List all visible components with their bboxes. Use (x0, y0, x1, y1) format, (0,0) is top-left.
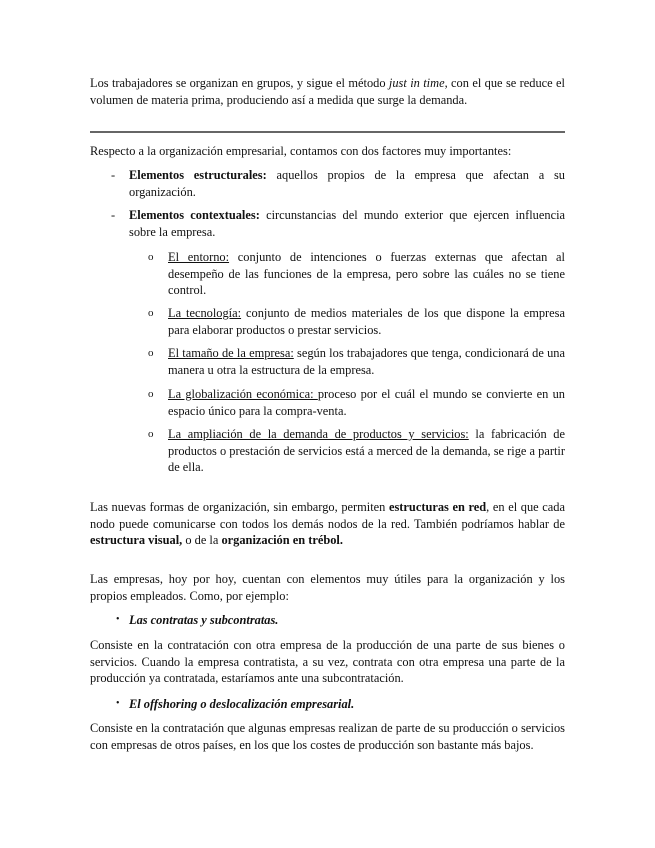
tool-body-contratas: Consiste en la contratación con otra empresa de la producción de una parte de sus bienes o servicios. Cuando la empresa contratista, a su vez, contrata con otra empresa una parte de la producción ya contratada, estaríamos ante una subcontratación. (90, 638, 565, 685)
intro-text-start: Los trabajadores se organizan en grupos, y sigue el método (90, 76, 389, 90)
subitem-term: El tamaño de la empresa: (168, 346, 294, 360)
bold-term: estructura visual, (90, 533, 183, 547)
subitem-text: según los trabajadores que tenga, condicionará de una manera u otra la estructura de la empresa. (168, 346, 565, 377)
subitem-term: El entorno: (168, 250, 230, 264)
bold-term: estructuras en red (388, 500, 487, 514)
subitem-text: conjunto de medios materiales de los que dispone la empresa para elaborar productos o prestar servicios. (168, 306, 565, 337)
just-in-time-term: just in time (388, 76, 445, 90)
subitem-term: La ampliación de la demanda de productos y servicios: (168, 427, 469, 441)
bullet-marker: • (116, 614, 120, 625)
section-divider (90, 131, 565, 133)
dash-marker: - (111, 168, 116, 182)
bullet-marker: • (116, 698, 120, 709)
subitem-text: conjunto de intenciones o fuerzas externas que afectan al desempeño de las funciones de la empresa, pero sobre las cuáles no se tiene control. (168, 250, 566, 297)
tool-heading-contratas (129, 612, 565, 629)
dash-marker: - (111, 208, 116, 222)
new-forms-text: Las nuevas formas de organización, sin embargo, permiten (90, 500, 389, 514)
circle-marker: o (148, 251, 154, 263)
tool-heading-offshoring (129, 696, 565, 713)
tools-lead-paragraph: Las empresas, hoy por hoy, cuentan con elementos muy útiles para la organización y los propios empleados. Como, por ejemplo: (90, 572, 565, 603)
intro-paragraph (90, 75, 565, 108)
subitem-tamano (168, 345, 565, 378)
new-forms-text: o de la (182, 533, 222, 547)
org-lead-paragraph: Respecto a la organización empresarial, contamos con dos factores muy importantes: (90, 144, 512, 158)
tool-body-offshoring: Consiste en la contratación que algunas empresas realizan de parte de su producción o servicios con empresas de otros países, en los que los costes de producción son bastante más bajos. (90, 721, 565, 752)
subitem-term: La tecnología: (168, 306, 242, 320)
circle-marker: o (148, 388, 154, 400)
bold-term: organización en trébol. (221, 533, 343, 547)
subitem-demanda (168, 426, 565, 476)
factor-text: circunstancias del mundo exterior que ejercen influencia sobre la empresa. (129, 208, 566, 239)
new-forms-paragraph (90, 499, 565, 549)
subitem-text: proceso por el cuál el mundo se convierte en un espacio único para la compra-venta. (168, 387, 566, 418)
tool-title: El offshoring o deslocalización empresarial. (129, 697, 355, 711)
subitem-entorno (168, 249, 565, 299)
circle-marker: o (148, 428, 154, 440)
factor-term: Elementos estructurales: (129, 168, 267, 182)
subitem-tecnologia (168, 305, 565, 338)
factor-term: Elementos contextuales: (129, 208, 260, 222)
factor-contextual (129, 207, 565, 240)
factor-structural (129, 167, 565, 200)
circle-marker: o (148, 307, 154, 319)
circle-marker: o (148, 347, 154, 359)
factor-text: aquellos propios de la empresa que afectan a su organización. (129, 168, 565, 199)
subitem-globalizacion (168, 386, 565, 419)
intro-text-end: , con el que se reduce el volumen de materia prima, produciendo así a medida que surge la demanda. (90, 76, 565, 107)
subitem-term: La globalización económica: (168, 387, 318, 401)
subitem-text: la fabricación de productos o prestación de servicios está a merced de la demanda, se rige a partir de ella. (168, 427, 565, 474)
tool-title: Las contratas y subcontratas. (129, 613, 279, 627)
new-forms-text: , en el que cada nodo puede comunicarse con todos los demás nodos de la red. También podríamos hablar de (90, 500, 565, 531)
